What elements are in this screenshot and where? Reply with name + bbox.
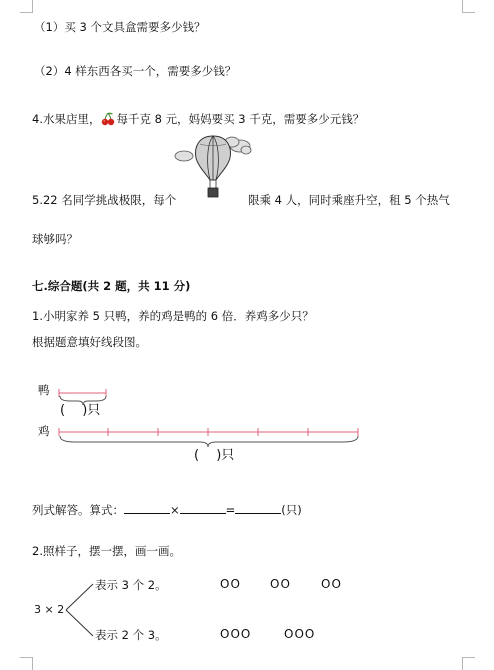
circle-group-bottom-1: OOO — [220, 627, 252, 641]
top-example-label: 表示 3 个 2。 — [95, 578, 167, 592]
branch-lower-line — [66, 610, 93, 636]
question-7-2: 2.照样子，摆一摆，画一画。 — [32, 544, 181, 558]
circle-group-top-2: OO — [270, 577, 291, 591]
question-5-line1-suffix: 限乘 4 人，同时乘座升空，租 5 个热气 — [248, 193, 450, 207]
question-box-total: （1）买 3 个文具盒需要多少钱？ — [34, 20, 206, 34]
branch-upper-line — [66, 584, 93, 610]
question-4-prefix: 4.水果店里， — [32, 112, 101, 126]
times-sign: × — [170, 503, 180, 517]
circle-group-top-1: OO — [220, 577, 241, 591]
question-5-line2: 球够吗？ — [32, 232, 78, 246]
chicken-count-blank: ( )只 — [194, 448, 235, 463]
question-7-1-hint: 根据题意填好线段图。 — [32, 335, 147, 349]
section-7-title: 七.综合题(共 2 题，共 11 分) — [32, 279, 191, 293]
expression: 3 × 2 — [34, 603, 65, 616]
question-5-line1-prefix: 5.22 名同学挑战极限，每个 — [32, 193, 177, 207]
circle-group-top-3: OO — [321, 577, 342, 591]
question-4-suffix: 每千克 8 元，妈妈要买 3 千克，需要多少元钱？ — [116, 112, 365, 126]
question-7-1: 1.小明家养 5 只鸭，养的鸡是鸭的 6 倍．养鸡多少只？ — [32, 309, 314, 323]
answer-line-prefix: 列式解答。算式： — [32, 503, 124, 517]
circle-group-bottom-2: OOO — [284, 627, 316, 641]
bottom-example-label: 表示 2 个 3。 — [95, 628, 167, 642]
duck-label: 鸭 — [38, 383, 50, 397]
question-each-one: （2）4 样东西各买一个，需要多少钱？ — [34, 64, 237, 78]
chicken-label: 鸡 — [38, 424, 50, 438]
unit-label: (只) — [281, 503, 302, 517]
duck-count-blank: ( )只 — [60, 403, 101, 418]
equals-sign: = — [225, 503, 236, 517]
